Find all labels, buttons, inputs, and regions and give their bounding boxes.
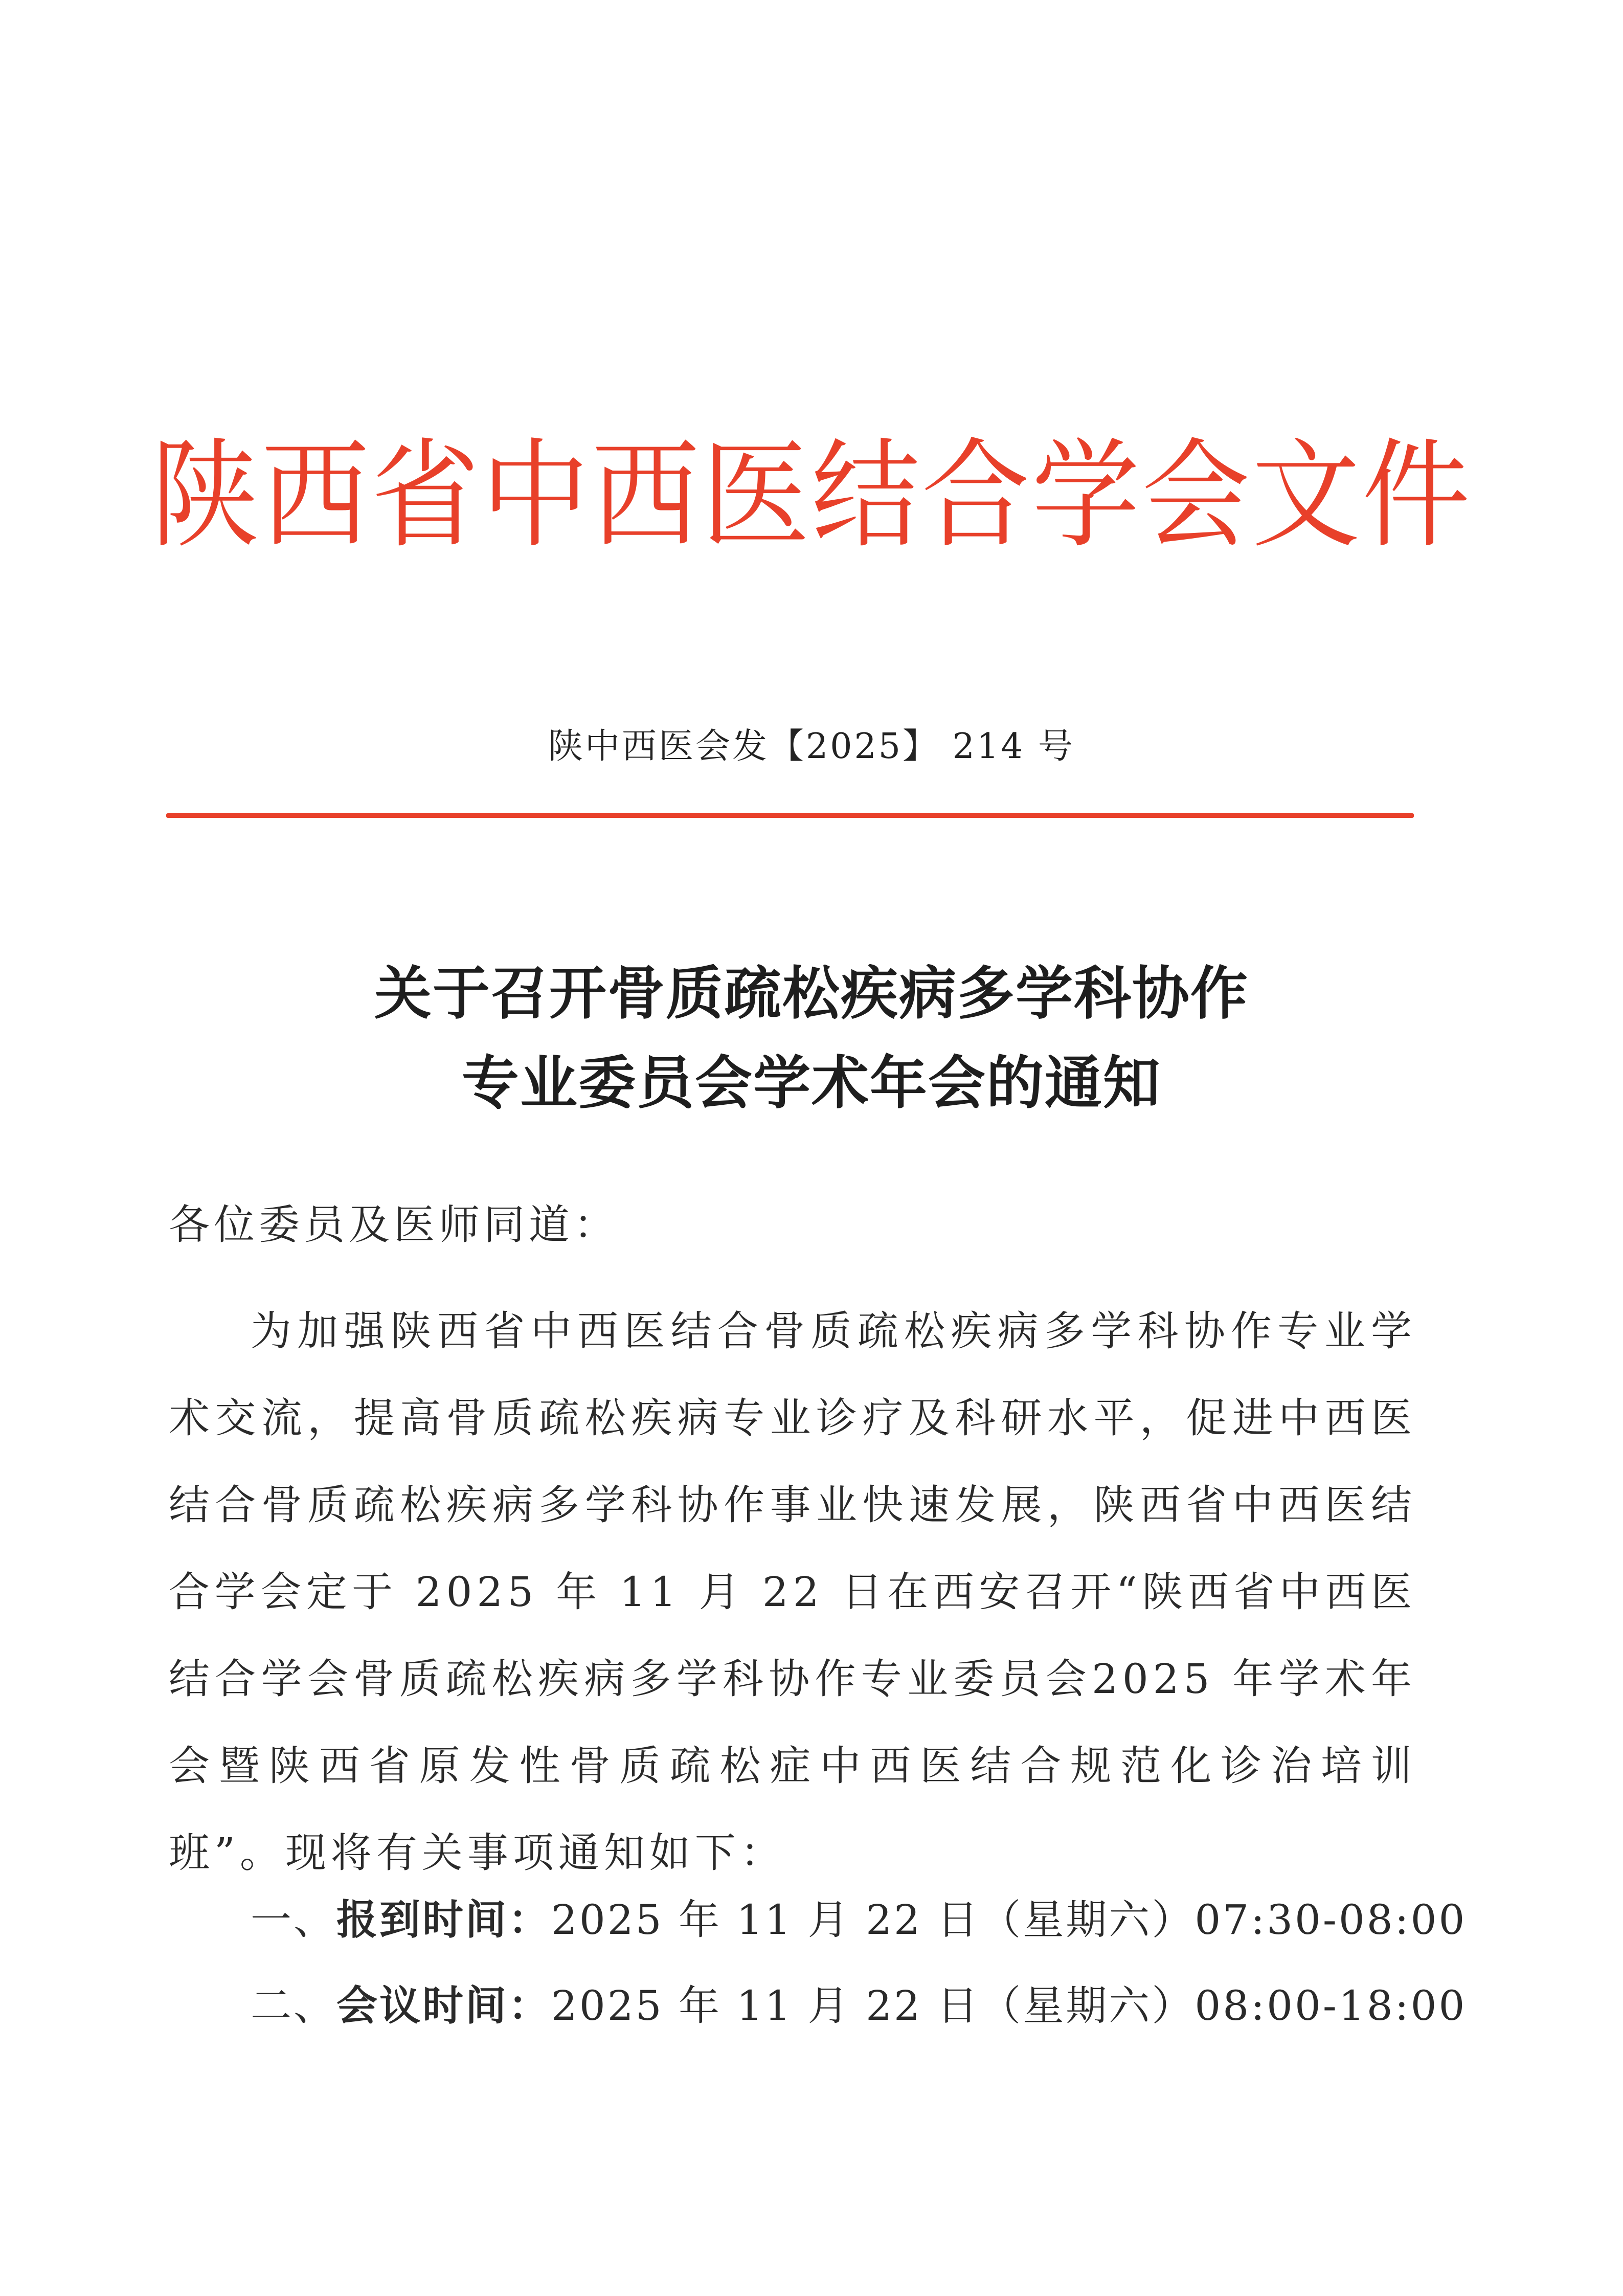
notice-title-line-1: 关于召开骨质疏松疾病多学科协作 (374, 960, 1249, 1027)
item-prefix: 一、 (251, 1896, 336, 1944)
item-label: 会议时间： (336, 1981, 551, 2030)
item-meeting-time (251, 1977, 1467, 2034)
item-label: 报到时间： (336, 1896, 551, 1944)
item-registration-time (251, 1891, 1467, 1948)
item-value: 2025 年 11 月 22 日（星期六）07:30-08:00 (551, 1896, 1467, 1944)
notice-title-line-2: 专业委员会学术年会的通知 (462, 1050, 1161, 1117)
item-prefix: 二、 (251, 1982, 336, 2030)
salutation: 各位委员及医师同道： (169, 1201, 619, 1249)
document-number: 陕中西医会发【2025】 214 号 (548, 726, 1075, 767)
red-divider-line (166, 813, 1414, 818)
item-value: 2025 年 11 月 22 日（星期六）08:00-18:00 (551, 1982, 1467, 2030)
notice-title (0, 949, 1623, 1128)
body-paragraph: 为加强陕西省中西医结合骨质疏松疾病多学科协作专业学术交流，提高骨质疏松疾病专业诊疗及科研水平，促进中西医结合骨质疏松疾病多学科协作事业快速发展，陕西省中西医结合学会定于 2025 年 11 月 22 日在西安召开“陕西省中西医结合学会骨质疏松疾病多学科协作专业委员会2025 年学术年会暨陕西省原发性骨质疏松症中西医结合规范化诊治培训班”。现将有关事项通知如下： (169, 1307, 1416, 1877)
org-header-title: 陕西省中西医结合学会文件 (151, 428, 1472, 564)
